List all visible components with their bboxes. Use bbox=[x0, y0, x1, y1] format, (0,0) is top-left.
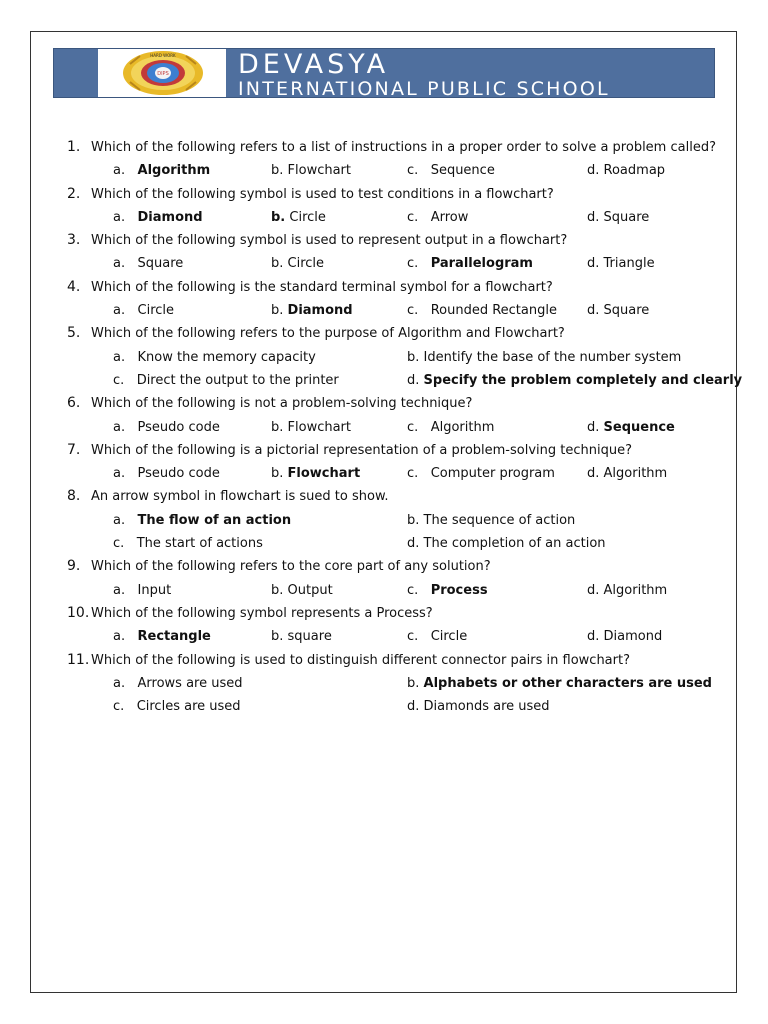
school-name-line2: INTERNATIONAL PUBLIC SCHOOL bbox=[238, 78, 610, 100]
option-text: Circle bbox=[430, 629, 468, 645]
option-text: Sequence bbox=[603, 419, 675, 435]
option-text: Output bbox=[287, 582, 333, 598]
option-text: Pseudo code bbox=[137, 419, 220, 435]
option-row bbox=[31, 463, 738, 486]
option-row bbox=[31, 347, 738, 370]
option-label: d. bbox=[587, 209, 600, 225]
option-label: b. bbox=[407, 349, 420, 365]
option-text: Algorithm bbox=[603, 582, 668, 598]
answer-option bbox=[407, 303, 557, 318]
answer-option bbox=[271, 466, 360, 481]
question-text: Which of the following is the standard terminal symbol for a flowchart? bbox=[91, 279, 553, 295]
question-8 bbox=[31, 486, 738, 509]
option-text: Process bbox=[430, 582, 488, 598]
option-text: Direct the output to the printer bbox=[136, 372, 339, 388]
question-7 bbox=[31, 440, 738, 463]
option-text: Circle bbox=[289, 209, 326, 225]
option-label: d. bbox=[587, 629, 600, 645]
option-text: The start of actions bbox=[136, 536, 263, 552]
question-text: Which of the following is not a problem-solving technique? bbox=[91, 396, 473, 412]
option-label: c. bbox=[113, 536, 125, 552]
option-row bbox=[31, 300, 738, 323]
question-2 bbox=[31, 184, 738, 207]
option-label: b. bbox=[271, 209, 286, 225]
answer-option bbox=[113, 513, 291, 528]
option-label: a. bbox=[113, 512, 126, 528]
option-text: Algorithm bbox=[430, 419, 495, 435]
option-label: d. bbox=[407, 699, 420, 715]
question-11 bbox=[31, 650, 738, 673]
answer-option bbox=[407, 583, 488, 598]
option-text: The flow of an action bbox=[137, 512, 292, 528]
option-row bbox=[31, 417, 738, 440]
option-label: a. bbox=[113, 303, 126, 319]
option-row bbox=[31, 696, 738, 719]
option-text: Diamonds are used bbox=[423, 699, 550, 715]
answer-option bbox=[587, 583, 667, 598]
question-text: Which of the following symbol represents a Process? bbox=[91, 605, 433, 621]
answer-option bbox=[113, 256, 183, 271]
option-row bbox=[31, 533, 738, 556]
question-number: 8. bbox=[67, 488, 81, 505]
answer-option bbox=[587, 256, 655, 271]
option-label: c. bbox=[407, 163, 419, 179]
question-text: Which of the following refers to the purpose of Algorithm and Flowchart? bbox=[91, 326, 565, 342]
option-text: Circle bbox=[287, 256, 325, 272]
question-list bbox=[31, 137, 743, 719]
option-row bbox=[31, 580, 738, 603]
question-number: 1. bbox=[67, 139, 81, 155]
option-row bbox=[31, 626, 738, 649]
option-row bbox=[31, 207, 738, 230]
answer-option bbox=[407, 699, 550, 714]
option-text: Arrows are used bbox=[137, 675, 243, 691]
option-text: Algorithm bbox=[137, 163, 211, 179]
question-5 bbox=[31, 323, 738, 346]
option-label: b. bbox=[271, 303, 284, 319]
option-text: Triangle bbox=[603, 256, 655, 272]
option-row bbox=[31, 160, 738, 183]
worksheet-page bbox=[30, 31, 743, 993]
question-number: 9. bbox=[67, 558, 81, 575]
option-text: Diamond bbox=[287, 303, 353, 319]
option-label: a. bbox=[113, 629, 126, 645]
answer-option bbox=[587, 303, 649, 318]
option-label: a. bbox=[113, 209, 126, 225]
answer-option bbox=[407, 350, 681, 365]
option-label: b. bbox=[407, 512, 420, 528]
option-text: The completion of an action bbox=[423, 536, 606, 552]
option-text: Flowchart bbox=[287, 466, 361, 482]
option-label: a. bbox=[113, 466, 126, 482]
option-label: c. bbox=[407, 466, 419, 482]
question-number: 10. bbox=[67, 604, 90, 621]
option-text: Computer program bbox=[430, 466, 555, 482]
option-row bbox=[31, 253, 738, 276]
question-9 bbox=[31, 556, 738, 579]
answer-option bbox=[113, 163, 210, 178]
answer-option bbox=[271, 583, 333, 598]
option-text: Rounded Rectangle bbox=[430, 303, 557, 319]
answer-option bbox=[113, 699, 241, 714]
question-text: An arrow symbol in flowchart is sued to show. bbox=[91, 489, 389, 505]
option-text: Alphabets or other characters are used bbox=[423, 675, 712, 691]
option-label: a. bbox=[113, 349, 126, 365]
logo-panel bbox=[98, 49, 226, 97]
option-label: c. bbox=[113, 699, 125, 715]
answer-option bbox=[271, 303, 353, 318]
question-text: Which of the following is a pictorial representation of a problem-solving technique? bbox=[91, 442, 632, 458]
answer-option bbox=[271, 420, 351, 435]
option-text: Specify the problem completely and clearly bbox=[423, 372, 743, 388]
option-label: a. bbox=[113, 582, 126, 598]
option-text: Know the memory capacity bbox=[137, 349, 316, 365]
school-name-line1: DEVASYA bbox=[238, 49, 390, 80]
option-label: d. bbox=[587, 466, 600, 482]
option-text: Algorithm bbox=[603, 466, 668, 482]
answer-option bbox=[271, 256, 324, 271]
question-number: 7. bbox=[67, 441, 81, 458]
answer-option bbox=[113, 466, 220, 481]
answer-option bbox=[407, 513, 575, 528]
answer-option bbox=[407, 466, 555, 481]
answer-option bbox=[407, 373, 742, 388]
option-label: c. bbox=[407, 629, 419, 645]
option-text: Arrow bbox=[430, 209, 469, 225]
answer-option bbox=[271, 629, 332, 644]
answer-option bbox=[271, 210, 326, 225]
option-label: b. bbox=[271, 419, 284, 435]
school-banner bbox=[53, 48, 715, 98]
question-text: Which of the following symbol is used to test conditions in a flowchart? bbox=[91, 186, 554, 202]
option-label: d. bbox=[587, 303, 600, 319]
option-label: b. bbox=[271, 582, 284, 598]
answer-option bbox=[113, 350, 316, 365]
option-row bbox=[31, 370, 743, 393]
question-number: 6. bbox=[67, 395, 81, 412]
question-text: Which of the following refers to a list of instructions in a proper order to solve a problem called? bbox=[91, 140, 716, 155]
answer-option bbox=[113, 536, 263, 551]
option-row bbox=[31, 673, 738, 696]
option-label: c. bbox=[407, 209, 419, 225]
option-text: Square bbox=[603, 303, 650, 319]
option-label: c. bbox=[407, 303, 419, 319]
option-row bbox=[31, 510, 738, 533]
question-text: Which of the following symbol is used to represent output in a flowchart? bbox=[91, 233, 568, 249]
answer-option bbox=[113, 303, 174, 318]
option-label: c. bbox=[407, 256, 419, 272]
option-text: Square bbox=[137, 256, 184, 272]
question-text: Which of the following refers to the core part of any solution? bbox=[91, 559, 491, 575]
option-text: square bbox=[287, 629, 332, 645]
option-label: a. bbox=[113, 419, 126, 435]
option-text: Circles are used bbox=[136, 699, 241, 715]
answer-option bbox=[407, 676, 712, 691]
answer-option bbox=[587, 420, 675, 435]
answer-option bbox=[407, 210, 468, 225]
option-label: b. bbox=[271, 466, 284, 482]
option-text: Square bbox=[603, 209, 650, 225]
option-text: Parallelogram bbox=[430, 256, 533, 272]
svg-text:DIPS: DIPS bbox=[157, 71, 169, 77]
answer-option bbox=[407, 163, 495, 178]
answer-option bbox=[113, 420, 220, 435]
option-label: a. bbox=[113, 256, 126, 272]
option-text: Rectangle bbox=[137, 629, 211, 645]
answer-option bbox=[271, 163, 351, 178]
option-label: b. bbox=[271, 629, 284, 645]
question-number: 4. bbox=[67, 278, 81, 295]
answer-option bbox=[407, 629, 467, 644]
answer-option bbox=[587, 210, 649, 225]
question-6 bbox=[31, 393, 738, 416]
school-name bbox=[238, 51, 610, 99]
option-text: Roadmap bbox=[603, 163, 666, 179]
answer-option bbox=[407, 256, 533, 271]
question-number: 3. bbox=[67, 232, 81, 249]
answer-option bbox=[407, 536, 606, 551]
option-label: c. bbox=[113, 372, 125, 388]
option-label: a. bbox=[113, 675, 126, 691]
option-text: Flowchart bbox=[287, 163, 352, 179]
answer-option bbox=[113, 583, 171, 598]
option-label: d. bbox=[407, 372, 420, 388]
question-10 bbox=[31, 603, 738, 626]
option-label: d. bbox=[407, 536, 420, 552]
question-number: 5. bbox=[67, 325, 81, 342]
option-text: The sequence of action bbox=[423, 512, 576, 528]
option-text: Circle bbox=[137, 303, 175, 319]
option-label: d. bbox=[587, 582, 600, 598]
option-text: Input bbox=[137, 582, 172, 598]
option-label: b. bbox=[271, 163, 284, 179]
option-label: c. bbox=[407, 582, 419, 598]
option-label: a. bbox=[113, 163, 126, 179]
option-text: Flowchart bbox=[287, 419, 352, 435]
answer-option bbox=[113, 676, 243, 691]
answer-option bbox=[587, 629, 662, 644]
option-text: Diamond bbox=[603, 629, 663, 645]
option-text: Pseudo code bbox=[137, 466, 220, 482]
question-number: 11. bbox=[67, 651, 90, 668]
question-text: Which of the following is used to distinguish different connector pairs in flowchart? bbox=[91, 652, 630, 668]
option-label: b. bbox=[407, 675, 420, 691]
answer-option bbox=[113, 210, 203, 225]
answer-option bbox=[587, 466, 667, 481]
option-label: d. bbox=[587, 256, 600, 272]
option-text: Diamond bbox=[137, 209, 203, 225]
answer-option bbox=[587, 163, 665, 178]
option-text: Identify the base of the number system bbox=[423, 349, 682, 365]
svg-text:HARD WORK: HARD WORK bbox=[150, 53, 176, 58]
option-label: d. bbox=[587, 163, 600, 179]
question-1 bbox=[31, 137, 738, 160]
school-logo-icon bbox=[122, 50, 204, 96]
option-label: b. bbox=[271, 256, 284, 272]
answer-option bbox=[113, 629, 211, 644]
question-number: 2. bbox=[67, 185, 81, 202]
option-text: Sequence bbox=[430, 163, 495, 179]
question-4 bbox=[31, 277, 738, 300]
option-label: d. bbox=[587, 419, 600, 435]
option-label: c. bbox=[407, 419, 419, 435]
question-3 bbox=[31, 230, 738, 253]
answer-option bbox=[407, 420, 494, 435]
answer-option bbox=[113, 373, 339, 388]
